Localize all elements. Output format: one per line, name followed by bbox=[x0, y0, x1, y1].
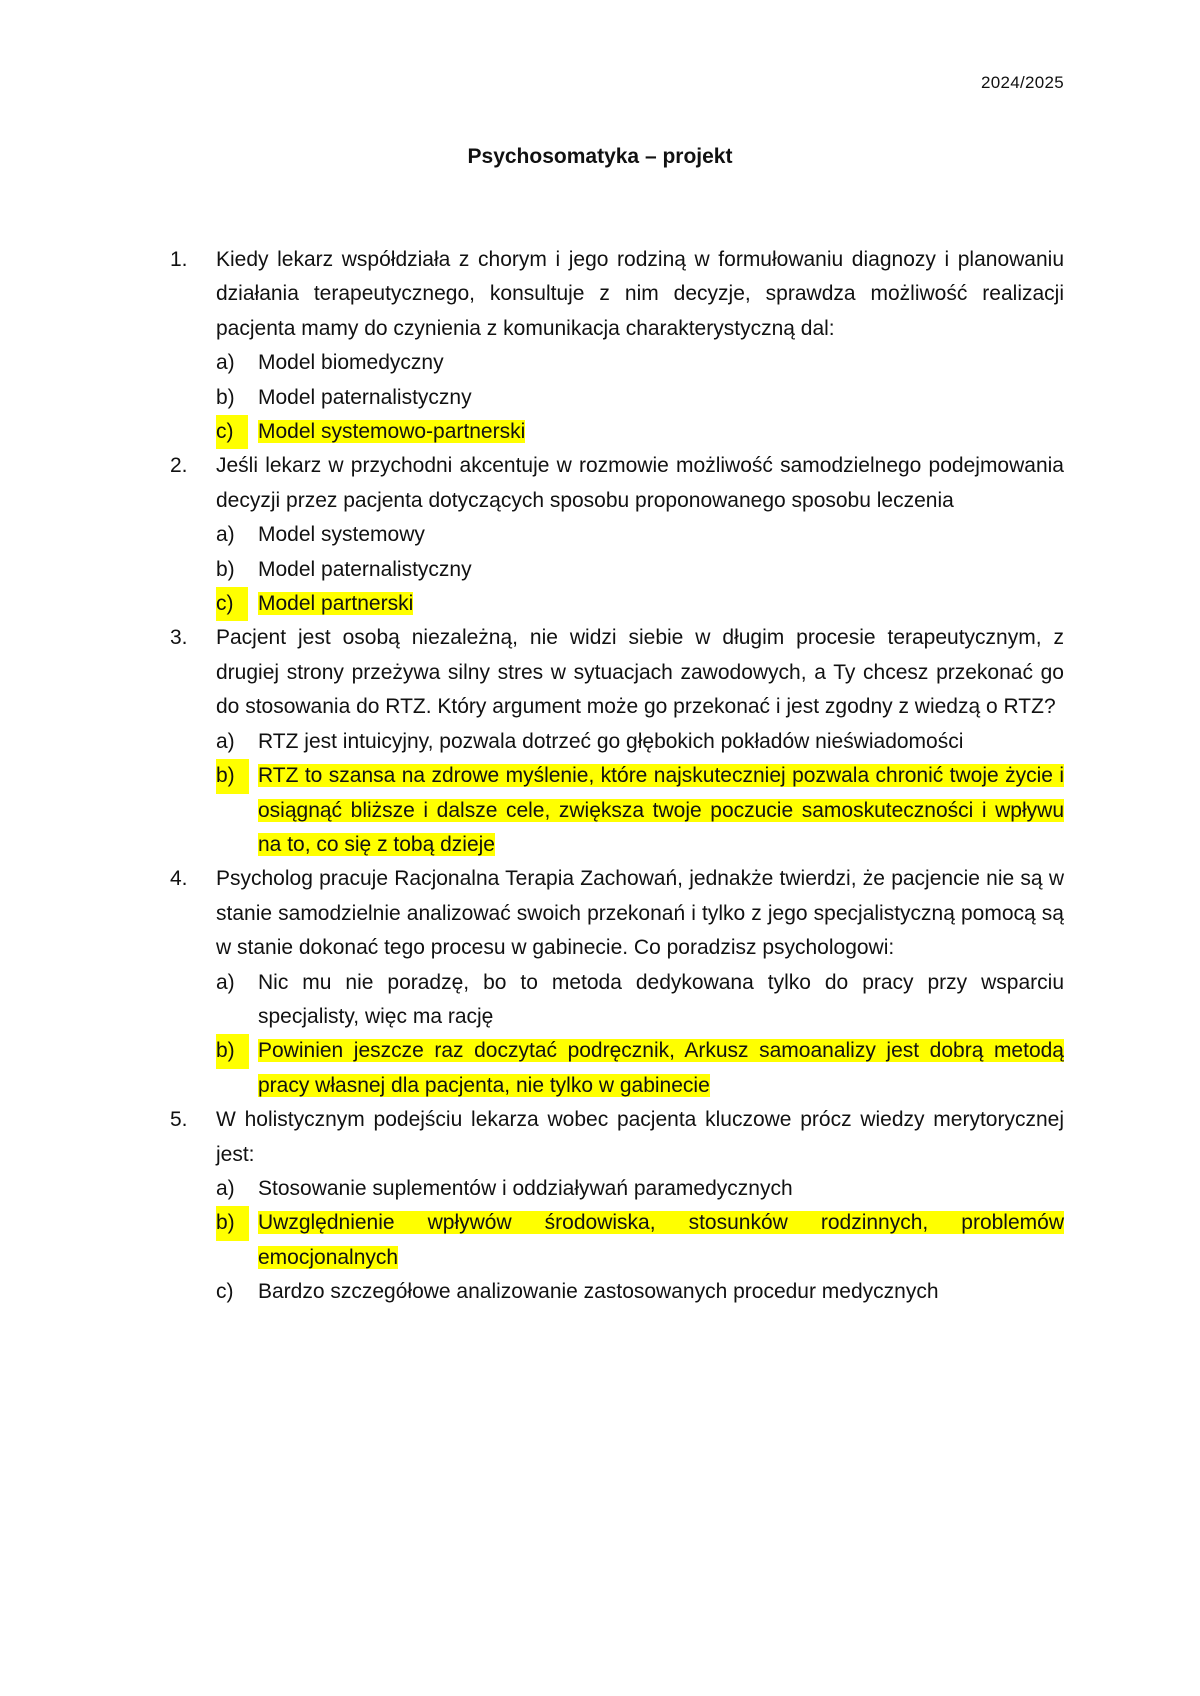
answer-option-correct bbox=[216, 415, 1064, 449]
answer-text: Stosowanie suplementów i oddziaływań paramedycznych bbox=[258, 1176, 793, 1200]
answer-text: Model paternalistyczny bbox=[258, 385, 472, 409]
answer-letter: a) bbox=[216, 970, 235, 994]
answer-text: Uwzględnienie wpływów środowiska, stosunków rodzinnych, problemów emocjonalnych bbox=[258, 1211, 1064, 1269]
answer-text: Model paternalistyczny bbox=[258, 557, 472, 581]
answer-text: Model systemowo-partnerski bbox=[258, 420, 526, 444]
answer-letter: b) bbox=[216, 759, 249, 793]
answer-text: Model biomedyczny bbox=[258, 351, 444, 375]
answer-list bbox=[216, 966, 1064, 1104]
answer-letter: b) bbox=[216, 1206, 249, 1240]
answer-letter: b) bbox=[216, 557, 235, 581]
answer-letter: b) bbox=[216, 1034, 249, 1068]
answer-option bbox=[216, 518, 1064, 552]
answer-list bbox=[216, 725, 1064, 863]
answer-list bbox=[216, 346, 1064, 449]
answer-option-correct bbox=[216, 1034, 1064, 1103]
answer-text: RTZ to szansa na zdrowe myślenie, które najskuteczniej pozwala chronić twoje życie i osiągnąć bliższe i dalsze cele, zwiększa twoje poczucie samoskuteczności i wpływu na to, co się z tobą dzieje bbox=[258, 764, 1064, 856]
answer-text: Nic mu nie poradzę, bo to metoda dedykowana tylko do pracy przy wsparciu specjalisty, więc ma rację bbox=[258, 970, 1064, 1028]
question-number: 5. bbox=[170, 1108, 188, 1132]
answer-text: Bardzo szczegółowe analizowanie zastosowanych procedur medycznych bbox=[258, 1280, 939, 1304]
answer-letter: c) bbox=[216, 415, 248, 449]
question-number: 4. bbox=[170, 867, 188, 891]
answer-option bbox=[216, 1275, 1064, 1309]
question-5 bbox=[170, 1103, 1064, 1309]
answer-option-correct bbox=[216, 759, 1064, 862]
answer-text: Model systemowy bbox=[258, 523, 425, 547]
question-number: 1. bbox=[170, 248, 188, 271]
question-list bbox=[170, 243, 1064, 1310]
answer-letter: a) bbox=[216, 523, 235, 547]
question-number: 2. bbox=[170, 454, 188, 478]
answer-option bbox=[216, 553, 1064, 587]
answer-text: RTZ jest intuicyjny, pozwala dotrzeć go głębokich pokładów nieświadomości bbox=[258, 729, 964, 753]
answer-list bbox=[216, 518, 1064, 621]
answer-letter: a) bbox=[216, 1176, 235, 1200]
question-text: Pacjent jest osobą niezależną, nie widzi siebie w długim procesie terapeutycznym, z drugiej strony przeżywa silny stres w sytuacjach zawodowych, a Ty chcesz przekonać go do stosowania do RTZ. Który argument może go przekonać i jest zgodny z wiedzą o RTZ? bbox=[216, 626, 1064, 719]
question-3 bbox=[170, 621, 1064, 862]
answer-letter: a) bbox=[216, 729, 235, 753]
answer-option bbox=[216, 346, 1064, 380]
answer-letter: b) bbox=[216, 385, 235, 409]
answer-option bbox=[216, 1172, 1064, 1206]
answer-letter: c) bbox=[216, 1280, 234, 1304]
question-2 bbox=[170, 449, 1064, 621]
question-text: Kiedy lekarz współdziała z chorym i jego rodziną w formułowaniu diagnozy i planowaniu działania terapeutycznego, konsultuje z nim decyzje, sprawdza możliwość realizacji pacjenta mamy do czynienia z komunikacja charakterystyczną dal: bbox=[216, 248, 1064, 340]
answer-letter: a) bbox=[216, 351, 235, 375]
question-text: Jeśli lekarz w przychodni akcentuje w rozmowie możliwość samodzielnego podejmowania decyzji przez pacjenta dotyczących sposobu proponowanego sposobu leczenia bbox=[216, 454, 1064, 512]
answer-option bbox=[216, 725, 1064, 759]
academic-year: 2024/2025 bbox=[980, 73, 1064, 92]
question-4 bbox=[170, 862, 1064, 1103]
answer-option bbox=[216, 966, 1064, 1035]
answer-list bbox=[216, 1172, 1064, 1310]
question-text: Psycholog pracuje Racjonalna Terapia Zachowań, jednakże twierdzi, że pacjencie nie są w stanie samodzielnie analizować swoich przekonań i tylko z jego specjalistyczną pomocą są w stanie dokonać tego procesu w gabinecie. Co poradzisz psychologowi: bbox=[216, 867, 1064, 960]
answer-text: Powinien jeszcze raz doczytać podręcznik, Arkusz samoanalizy jest dobrą metodą pracy własnej dla pacjenta, nie tylko w gabinecie bbox=[258, 1039, 1064, 1097]
answer-option-correct bbox=[216, 587, 1064, 621]
answer-letter: c) bbox=[216, 587, 248, 621]
answer-option bbox=[216, 381, 1064, 415]
page-title: Psychosomatyka – projekt bbox=[467, 145, 733, 168]
answer-text: Model partnerski bbox=[258, 592, 414, 616]
question-text: W holistycznym podejściu lekarza wobec pacjenta kluczowe prócz wiedzy merytorycznej jest: bbox=[216, 1108, 1064, 1166]
question-1 bbox=[170, 243, 1064, 449]
question-number: 3. bbox=[170, 626, 188, 650]
answer-option-correct bbox=[216, 1206, 1064, 1275]
